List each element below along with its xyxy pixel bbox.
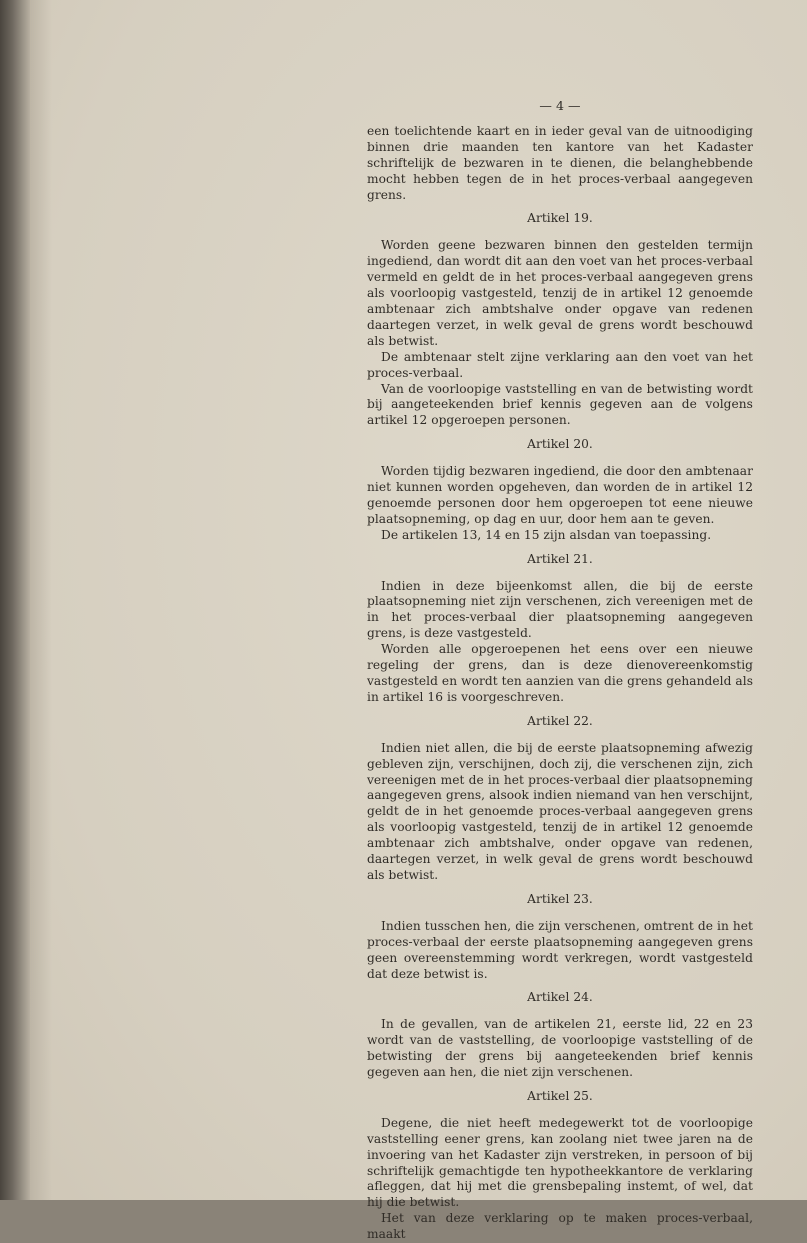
article-heading: Artikel 24. (527, 990, 593, 1005)
binding-shadow (0, 0, 30, 1200)
page-number: — 4 — (539, 98, 581, 113)
paragraph: Indien niet allen, die bij de eerste plaatsopneming afwezig gebleven zijn, verschijnen, doch zij, die verschenen zijn, zich vereenigen met de in het proces-verbaal dier plaatsopneming aangegeven grens, alsook indien niemand van hen verschijnt, geldt de in het genoemde proces-verbaal aangegeven grens als voorloopig vastgesteld, tenzij de in artikel 12 genoemde ambtenaar zich ambtshalve, onder opgave van redenen, daartegen verzet, in welk geval de grens wordt beschouwd als betwist. (367, 740, 753, 882)
article-heading: Artikel 22. (527, 713, 593, 728)
paragraph: Worden tijdig bezwaren ingediend, die door den ambtenaar niet kunnen worden opgeheven, dan worden de in artikel 12 genoemde personen door hem opgeroepen tot eene nieuwe plaatsopneming, op dag en uur, door hem aan te geven. (367, 464, 753, 526)
paragraph: Worden alle opgeroepenen het eens over een nieuwe regeling der grens, dan is deze dienovereenkomstig vastgesteld en wordt ten aanzien van die grens gehandeld als in artikel 16 is voorgeschreven. (367, 642, 753, 704)
article-heading: Artikel 20. (527, 437, 593, 452)
text-body (367, 124, 753, 1243)
paragraph: Van de voorloopige vaststelling en van de betwisting wordt bij aangeteekenden brief kennis gegeven aan de volgens artikel 12 opgeroepen personen. (367, 381, 753, 428)
article-heading: Artikel 25. (527, 1088, 593, 1103)
paragraph: De ambtenaar stelt zijne verklaring aan den voet van het proces-verbaal. (367, 349, 753, 380)
page-content (367, 98, 753, 1243)
paragraph: een toelichtende kaart en in ieder geval van de uitnoodiging binnen drie maanden ten kantore van het Kadaster schriftelijk de bezwaren in te dienen, die belanghebbende mocht hebben tegen de in het proces-verbaal aangegeven grens. (367, 123, 753, 202)
paragraph: Indien tusschen hen, die zijn verschenen, omtrent de in het proces-verbaal der eerste plaatsopneming aangegeven grens geen overeenstemming wordt verkregen, wordt vastgesteld dat deze betwist is. (367, 918, 753, 981)
article-heading: Artikel 21. (527, 551, 593, 566)
paragraph: De artikelen 13, 14 en 15 zijn alsdan van toepassing. (381, 527, 712, 542)
paragraph: Worden geene bezwaren binnen den gestelden termijn ingediend, dan wordt dit aan den voet van het proces-verbaal vermeld en geldt de in het proces-verbaal aangegeven grens als voorloopig vastgesteld, tenzij de in artikel 12 genoemde ambtenaar zich ambtshalve onder opgave van redenen daartegen verzet, in welk geval de grens wordt beschouwd als betwist. (367, 238, 753, 348)
page-edge (30, 0, 52, 1200)
paragraph: Het van deze verklaring op te maken proces-verbaal, maakt (367, 1211, 753, 1242)
paragraph: Degene, die niet heeft medegewerkt tot de voorloopige vaststelling eener grens, kan zoolang niet twee jaren na de invoering van het Kadaster zijn verstreken, in persoon of bij schriftelijk gemachtigde ten hypotheekkantore de verklaring afleggen, dat hij met die grensbepaling instemt, of wel, dat hij die betwist. (367, 1115, 753, 1210)
article-heading: Artikel 23. (527, 891, 593, 906)
paragraph: Indien in deze bijeenkomst allen, die bij de eerste plaatsopneming niet zijn verschenen, zich vereenigen met de in het proces-verbaal dier plaatsopneming aangegeven grens, is deze vastgesteld. (367, 578, 753, 641)
paragraph: In de gevallen, van de artikelen 21, eerste lid, 22 en 23 wordt van de vaststelling, de voorloopige vaststelling of de betwisting der grens bij aangeteekenden brief kennis gegeven aan hen, die niet zijn verschenen. (367, 1017, 753, 1080)
article-heading: Artikel 19. (527, 211, 593, 226)
